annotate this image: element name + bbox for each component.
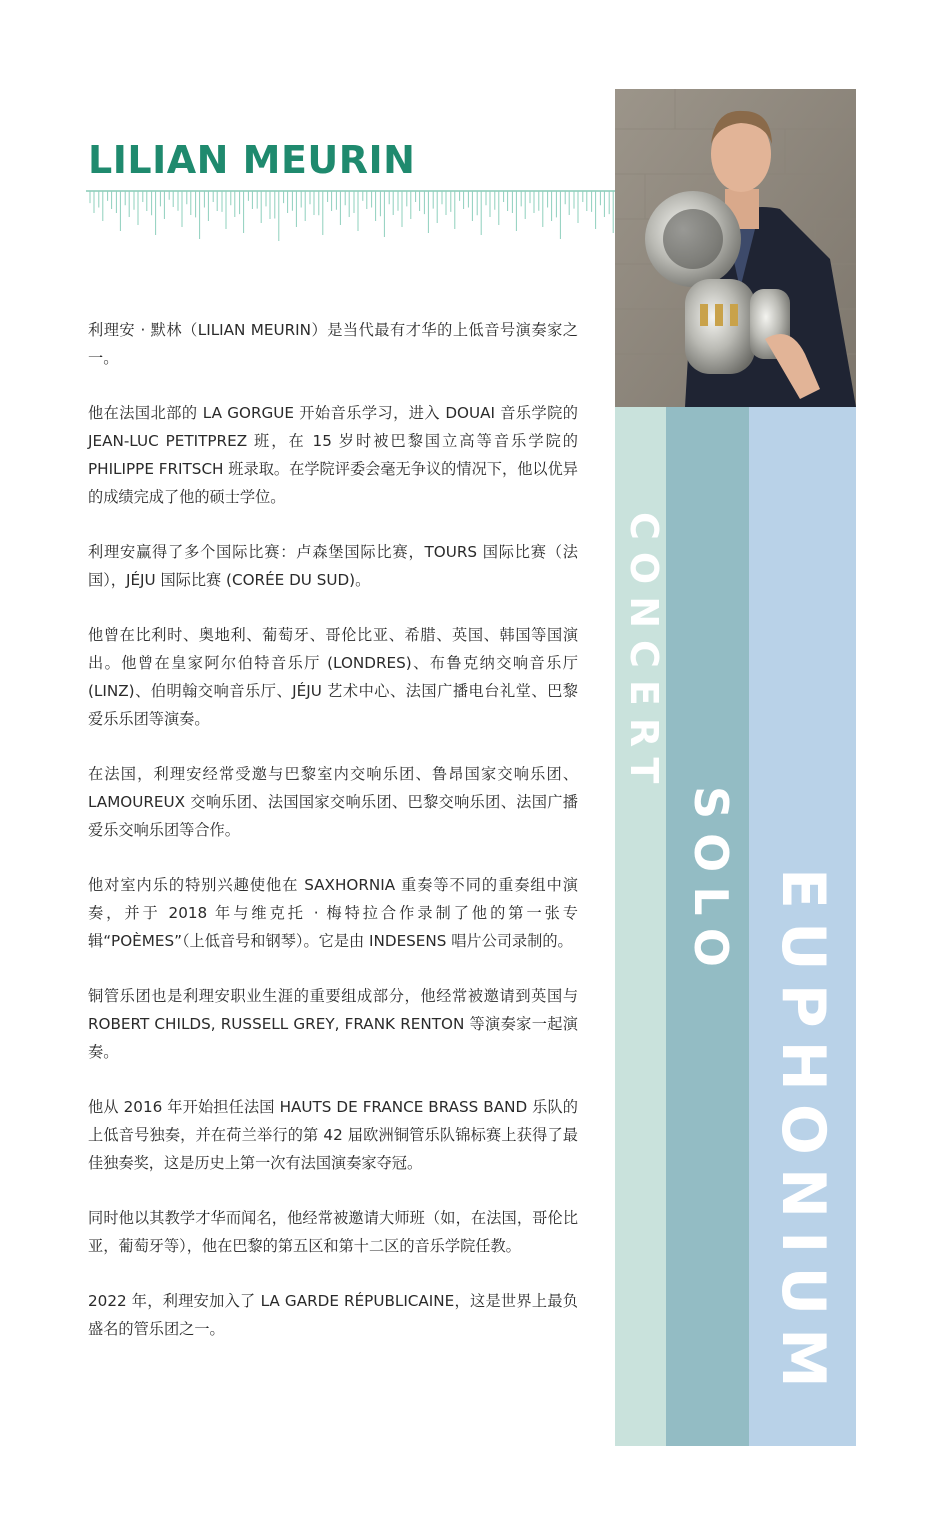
wave-bar xyxy=(196,191,200,239)
wave-bar xyxy=(275,191,279,241)
wave-bar xyxy=(125,191,129,217)
bio-paragraph: 在法国，利理安经常受邀与巴黎室内交响乐团、鲁昂国家交响乐团、LAMOUREUX 交响乐团、法国国家交响乐团、巴黎交响乐团、法国广播爱乐交响乐团等合作。 xyxy=(88,765,578,839)
wave-bar xyxy=(310,191,314,215)
wave-bar xyxy=(204,191,208,221)
wave-bar xyxy=(257,191,261,223)
wave-bar xyxy=(99,191,103,221)
wave-bar xyxy=(240,191,244,233)
bio-paragraph: 同时他以其教学才华而闻名，他经常被邀请大师班（如，在法国，哥伦比亚，葡萄牙等），他在巴黎的第五区和第十二区的音乐学院任教。 xyxy=(88,1209,578,1255)
wave-bar xyxy=(336,191,340,225)
wave-bar xyxy=(398,191,402,227)
wave-bar xyxy=(521,191,525,219)
side-word-euphonium: EUPHONIUM xyxy=(768,868,838,1401)
wave-bar xyxy=(90,191,94,213)
wave-bar xyxy=(574,191,578,223)
bio-paragraph: 利理安赢得了多个国际比赛：卢森堡国际比赛，TOURS 国际比赛（法国），JÉJU 国际比赛 (CORÉE DU SUD)。 xyxy=(88,543,578,589)
wave-bar xyxy=(539,191,543,227)
biography xyxy=(88,316,578,1370)
wave-bar xyxy=(108,191,112,209)
wave-bar xyxy=(609,191,613,233)
wave-bar xyxy=(213,191,217,211)
wave-bar xyxy=(266,191,270,219)
wave-bar xyxy=(116,191,120,231)
wave-bar xyxy=(592,191,596,229)
wave-bar xyxy=(248,191,252,209)
wave-bar xyxy=(468,191,472,221)
wave-bar xyxy=(424,191,428,233)
wave-bar xyxy=(504,191,508,211)
wave-bar xyxy=(460,191,464,209)
wave-bar xyxy=(160,191,164,219)
wave-bar xyxy=(512,191,516,231)
wave-bar xyxy=(143,191,147,211)
wave-bar xyxy=(451,191,455,229)
bio-paragraph: 铜管乐团也是利理安职业生涯的重要组成部分，他经常被邀请到英国与 ROBERT CHILDS, RUSSELL GREY, FRANK RENTON 等演奏家一起演奏。 xyxy=(88,987,578,1061)
wave-bar xyxy=(134,191,138,225)
bio-paragraph: 他在法国北部的 LA GORGUE 开始音乐学习，进入 DOUAI 音乐学院的 JEAN-LUC PETITPREZ 班，在 15 岁时被巴黎国立高等音乐学院的 PHILIPPE FRITSCH 班录取。在学院评委会毫无争议的情况下，他以优异的成绩完成了他的硕士学位。 xyxy=(88,404,578,506)
euphonium-player-photo-icon xyxy=(615,89,856,407)
wave-bar xyxy=(583,191,587,211)
wave-bar xyxy=(301,191,305,221)
bio-paragraph: 他从 2016 年开始担任法国 HAUTS DE FRANCE BRASS BAND 乐队的上低音号独奏，并在荷兰举行的第 42 届欧洲铜管乐队锦标赛上获得了最佳独奏奖，这是历史上第一次有法国演奏家夺冠。 xyxy=(88,1098,578,1172)
wave-bar xyxy=(169,191,173,207)
wave-bar xyxy=(477,191,481,235)
wave-bar xyxy=(380,191,384,237)
wave-bar xyxy=(363,191,367,209)
wave-bar xyxy=(495,191,499,225)
wave-bar xyxy=(442,191,446,215)
wave-bar xyxy=(565,191,569,215)
wave-bar xyxy=(152,191,156,235)
wave-bar xyxy=(389,191,393,215)
performer-name: LILIAN MEURIN xyxy=(88,138,416,182)
wave-bar xyxy=(222,191,226,229)
wave-bar xyxy=(416,191,420,211)
wave-bar xyxy=(187,191,191,215)
wave-bar xyxy=(530,191,534,213)
bio-paragraph: 他曾在比利时、奥地利、葡萄牙、哥伦比亚、希腊、英国、韩国等国演出。他曾在皇家阿尔伯特音乐厅 (LONDRES)、布鲁克纳交响音乐厅 (LINZ)、伯明翰交响音乐厅、JÉJU 艺术中心、法国广播电台礼堂、巴黎爱乐乐团等演奏。 xyxy=(88,626,578,728)
wave-bar xyxy=(345,191,349,217)
wave-bar xyxy=(231,191,235,217)
side-word-concert: CONCERT xyxy=(622,512,666,796)
wave-bar xyxy=(486,191,490,217)
wave-bar xyxy=(319,191,323,235)
performer-photo xyxy=(615,89,856,407)
bio-paragraph: 利理安 · 默林（LILIAN MEURIN）是当代最有才华的上低音号演奏家之一。 xyxy=(88,321,578,367)
bio-paragraph: 2022 年，利理安加入了 LA GARDE RÉPUBLICAINE，这是世界上最负盛名的管乐团之一。 xyxy=(88,1292,578,1338)
sound-wave-decoration xyxy=(86,186,616,246)
wave-bar xyxy=(328,191,332,211)
wave-bar xyxy=(354,191,358,231)
wave-bar xyxy=(556,191,560,239)
side-word-solo: SOLO xyxy=(684,786,738,982)
wave-bar xyxy=(292,191,296,227)
wave-bar xyxy=(548,191,552,221)
wave-bar xyxy=(284,191,288,213)
wave-bar xyxy=(407,191,411,219)
wave-bar xyxy=(178,191,182,227)
wave-bar xyxy=(372,191,376,221)
wave-bar xyxy=(433,191,437,223)
bio-paragraph: 他对室内乐的特别兴趣使他在 SAXHORNIA 重奏等不同的重奏组中演奏，并于 2018 年与维克托 · 梅特拉合作录制了他的第一张专辑“POÈMES”（上低音号和钢琴）。它是由 INDESENS 唱片公司录制的。 xyxy=(88,876,578,950)
wave-bar xyxy=(600,191,604,217)
